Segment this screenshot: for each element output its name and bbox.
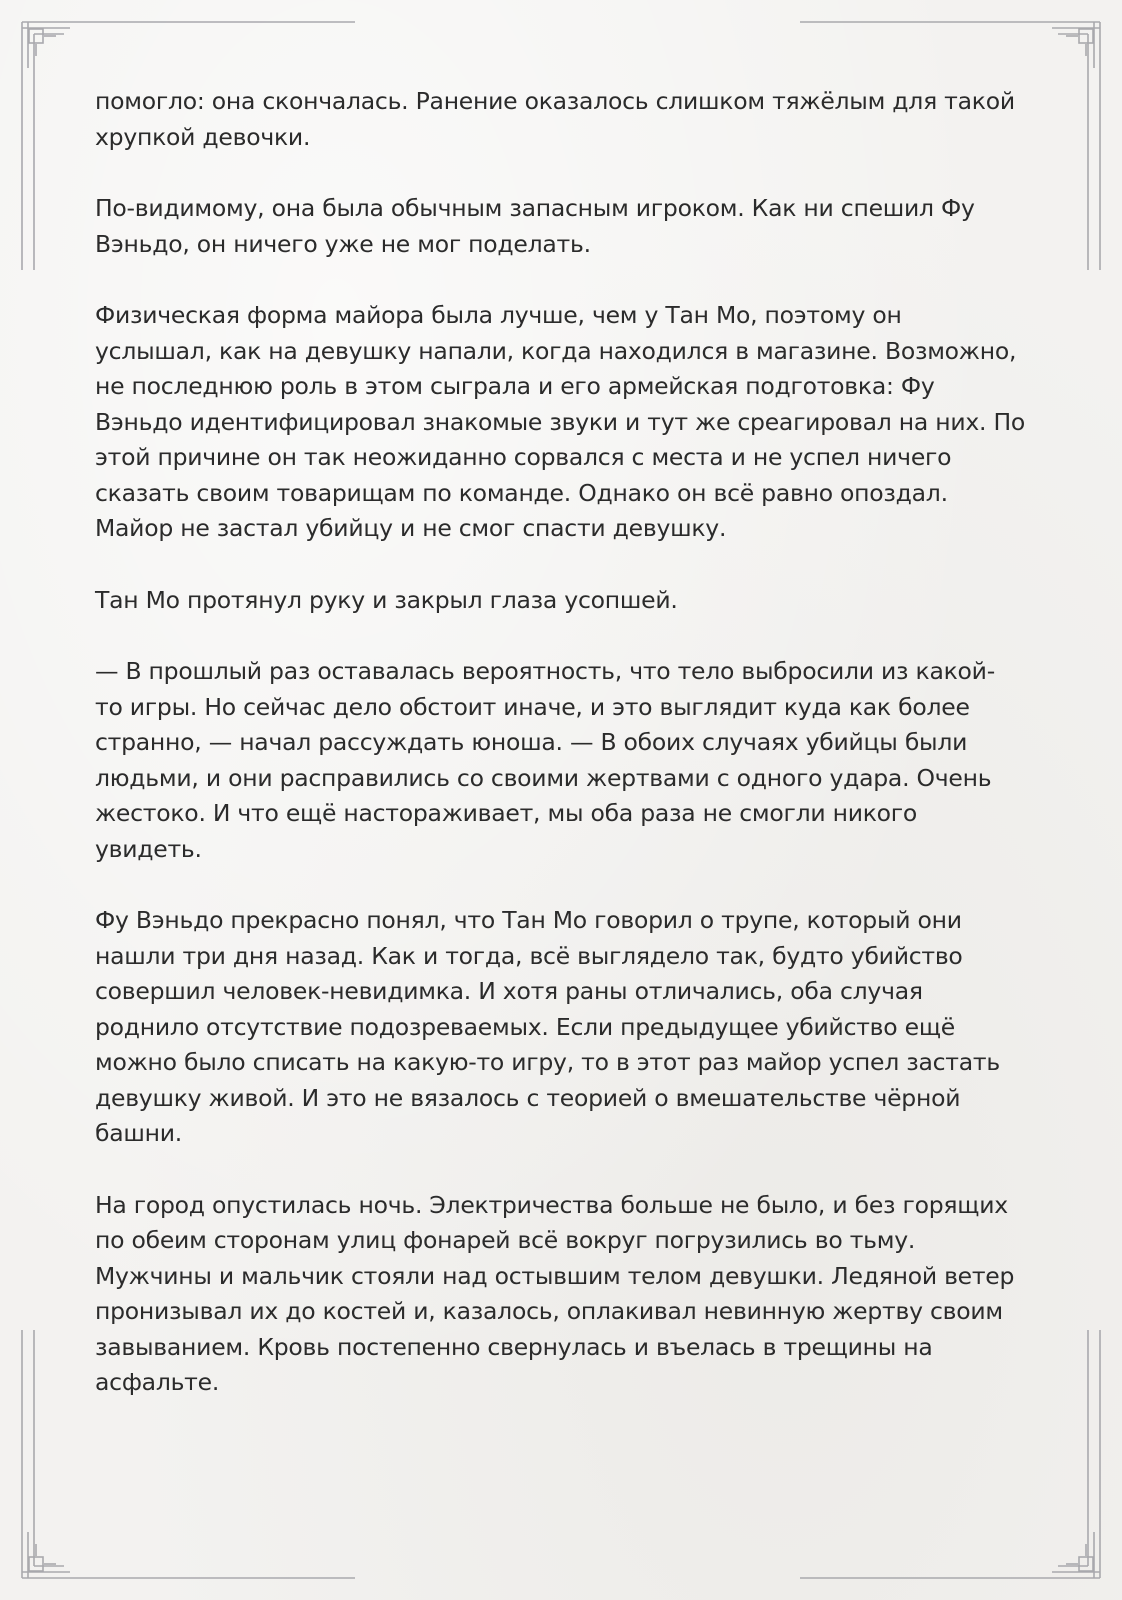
paragraph-1: помогло: она скончалась. Ранение оказалось слишком тяжёлым для такой хрупкой девочки. xyxy=(95,87,1015,151)
paragraph-2: По-видимому, она была обычным запасным игроком. Как ни спешил Фу Вэньдо, он ничего уже не мог поделать. xyxy=(95,194,975,258)
document-body xyxy=(95,84,1025,1437)
paragraph-3: Физическая форма майора была лучше, чем у Тан Мо, поэтому он услышал, как на девушку напали, когда находился в магазине. Возможно, не последнюю роль в этом сыграла и его армейская подготовка: Фу Вэньдо идентифицировал знакомые звуки и тут же среагировал на них. По этой причине он так неожиданно сорвался с места и не успел ничего сказать своим товарищам по команде. Однако он всё равно опоздал. Майор не застал убийцу и не смог спасти девушку. xyxy=(95,301,1026,542)
paragraph-4: Тан Мо протянул руку и закрыл глаза усопшей. xyxy=(95,585,678,614)
paragraph-5: — В прошлый раз оставалась вероятность, что тело выбросили из какой- то игры. Но сейчас дело обстоит иначе, и это выглядит куда как более странно, — начал рассуждать юноша. — В обоих случаях убийцы были людьми, и они расправились со своими жертвами с одного удара. Очень жестоко. И что ещё настораживает, мы оба раза не смогли никого увидеть. xyxy=(95,657,995,863)
paragraph-6: Фу Вэньдо прекрасно понял, что Тан Мо говорил о трупе, который они нашли три дня назад. Как и тогда, всё выглядело так, будто убийство совершил человек-невидимка. И хотя раны отличались, оба случая роднило отсутствие подозреваемых. Если предыдущее убийство ещё можно было списать на какую-то игру, то в этот раз майор успел застать девушку живой. И это не вязалось с теорией о вмешательстве чёрной башни. xyxy=(95,906,1000,1147)
paragraph-7: На город опустилась ночь. Электричества больше не было, и без горящих по обеим сторонам улиц фонарей всё вокруг погрузились во тьму. Мужчины и мальчик стояли над остывшим телом девушки. Ледяной ветер пронизывал их до костей и, казалось, оплакивал невинную жертву своим завыванием. Кровь постепенно свернулась и въелась в трещины на асфальте. xyxy=(95,1190,1015,1396)
